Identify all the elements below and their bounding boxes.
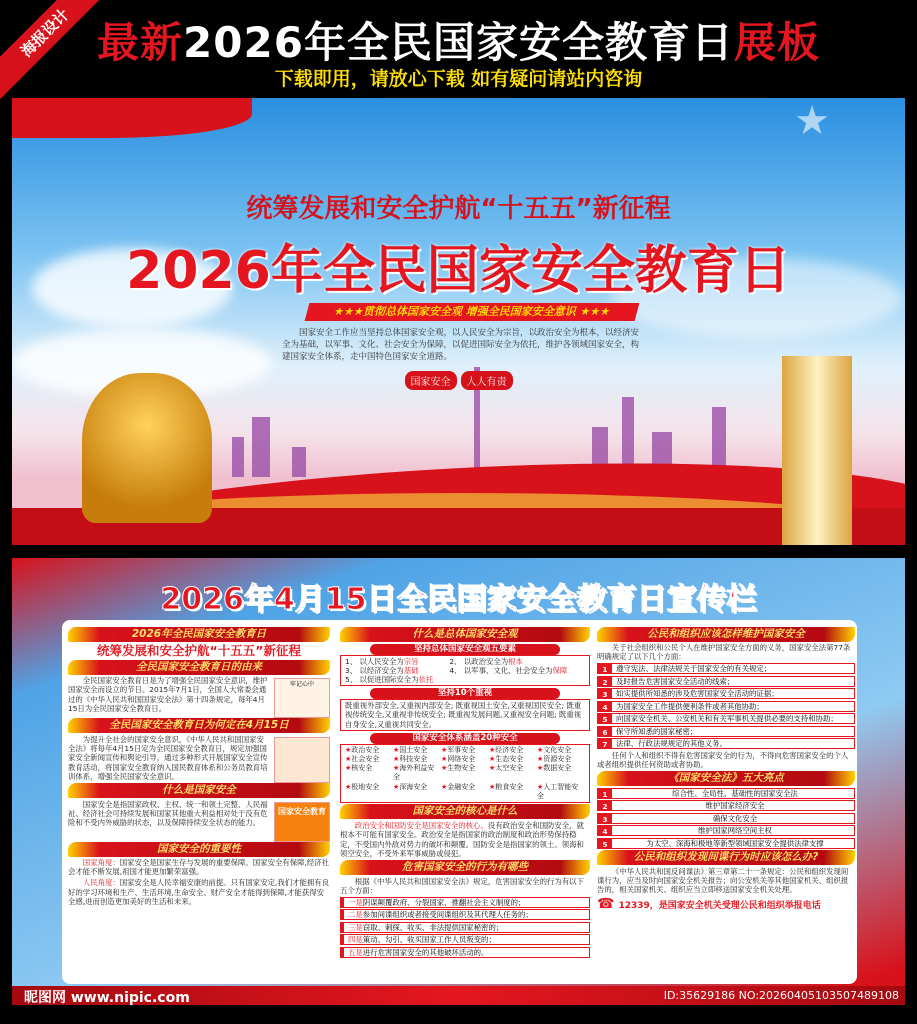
paragraph: 《中华人民共和国反间谍法》第三章第二十一条规定：公民和组织发现间谍行为，应当及时向国家安全机关报告；向公安机关等其他国家机关、组织报告的，相关国家机关、组织应当立即移送国家安全机关处理。 (597, 866, 849, 895)
duty-item: 5 向国家安全机关、公安机关和有关军事机关提供必要的支持和协助； (597, 713, 855, 724)
banner-pills (12, 370, 905, 390)
cartoon-image: 牢记心中 (274, 678, 330, 718)
section-heading: 国家安全的核心是什么 (340, 804, 590, 819)
corner-badge: 海报设计 (0, 0, 116, 104)
element-item: 2、 以政治安全为根本 (449, 656, 523, 666)
paragraph: 国家安全是指国家政权、主权、统一和领土完整、人民福祉、经济社会可持续发展和国家其他重大利益相对处于没有危险和不受内外威胁的状态，以及保障持续安全状态的能力。 (68, 799, 268, 828)
paragraph: 国家安全是人民幸福安康的前提。只有国家安定,我们才能拥有良好的学习环境和生产、生活环境,生命安全、财产安全才能得到保障,才能获得安全感,进而创造更加美好的生活和未来。 (68, 878, 330, 907)
paragraph: 为提升全社会的国家安全意识，《中华人民共和国国家安全法》将每年4月15日定为全民国家安全教育日，规定加强国家安全新闻宣传和舆论引导，通过多种形式开展国家安全宣传教育活动，将国家安全教育纳入国民教育体系和公务员教育培训体系，增强全民国家安全意识。 (68, 734, 268, 782)
section-heading: 全民国家安全教育日的由来 (68, 660, 330, 675)
security-type: ★ 太空安全 (489, 764, 537, 782)
section-heading: 2026年全民国家安全教育日 (68, 627, 330, 642)
security-type: ★ 军事安全 (441, 746, 489, 755)
banner-slogan: 统筹发展和安全护航“十五五”新征程 (246, 194, 671, 224)
banner-title: 2026年全民国家安全教育日 (126, 241, 791, 301)
duty-item: 7 法律、行政法规规定的其他义务。 (597, 738, 855, 749)
act-item: 二是 参加间谍组织或者接受间谍组织及其代理人任务的； (340, 909, 590, 920)
column-3 (597, 625, 855, 912)
highlight-item: 2 维护国家经济安全 (597, 800, 855, 811)
banner-ribbon: ★★★贯彻总体国家安全观 增强全民国家安全意识 ★★★ (305, 303, 640, 321)
top-title (0, 10, 917, 70)
sub-heading: 坚持10个重视 (370, 688, 560, 699)
security-type: ★ 网络安全 (441, 755, 489, 764)
security-type: ★ 国土安全 (393, 746, 441, 755)
highlight-item: 4 维护国家网络空间主权 (597, 825, 855, 836)
title-main: 2026年全民国家安全教育日 (183, 18, 734, 67)
paragraph: 全民国家安全教育日是为了增强全民国家安全意识，维护国家安全而设立的节日。2015年7月1日，全国人大常委会通过的《中华人民共和国国家安全法》第十四条规定，每年4月15日为全民国家安全教育日。 (68, 676, 268, 714)
security-type: ★ 社会安全 (345, 755, 393, 764)
label: 国家角度： (82, 858, 120, 868)
image-id: ID:35629186 NO:20260405103507489108 (663, 989, 899, 1002)
security-type: ★ 深海安全 (393, 783, 441, 801)
flag-decoration (12, 98, 252, 138)
highlight-item: 5 为太空、深海和极地等新型领域国家安全提供法律支撑 (597, 838, 855, 849)
security-type: ★ 海外利益安全 (393, 764, 441, 782)
label: 人民角度： (82, 878, 120, 888)
security-type: ★ 数据安全 (537, 764, 585, 782)
column-1 (68, 625, 330, 908)
act-item: 四是 策动、勾引、收买国家工作人员叛变的； (340, 934, 590, 945)
section-heading: 公民和组织发现间谍行为时应该怎么办? (597, 850, 855, 865)
banner-top (12, 98, 905, 545)
security-type: ★ 粮食安全 (489, 783, 537, 801)
hotline: 12339，是国家安全机关受理公民和组织举报电话 (618, 900, 821, 911)
section-heading: 国家安全的重要性 (68, 842, 330, 857)
column-2 (340, 625, 590, 959)
security-type: ★ 科技安全 (393, 755, 441, 764)
watermark: 昵图网 www.nipic.com (24, 990, 190, 1006)
security-type: ★ 政治安全 (345, 746, 393, 755)
paragraph: 根据《中华人民共和国国家安全法》规定，危害国家安全的行为有以下五个方面： (340, 876, 584, 895)
act-item: 三是 窃取、刺探、收买、非法提供国家秘密的； (340, 922, 590, 933)
education-image: 国家安全教育 (274, 802, 330, 842)
security-type: ★ 金融安全 (441, 783, 489, 801)
section-heading: 全民国家安全教育日为何定在4月15日 (68, 718, 330, 733)
security-type: ★ 文化安全 (537, 746, 585, 755)
element-item: 4、 以军事、文化、社会安全为保障 (449, 665, 568, 675)
security-type: ★ 核安全 (345, 764, 393, 782)
section-heading: 危害国家安全的行为有哪些 (340, 860, 590, 875)
duty-item: 4 为国家安全工作提供便利条件或者其他协助； (597, 701, 855, 712)
section-heading: 什么是国家安全 (68, 783, 330, 798)
highlight-item: 3 确保文化安全 (597, 813, 855, 824)
sub-heading: 国家安全体系涵盖20种安全 (370, 733, 560, 744)
pill: 人人有责 (461, 371, 513, 390)
element-item: 1、 以人民安全为宗旨 (345, 656, 419, 666)
twenty-security-list (340, 744, 590, 803)
paragraph: 没有政治安全和国防安全，就根本不可能有国家安全。政治安全是指国家的政治制度和政治形势保持稳定，不受国内外敌对势力的破坏和颠覆。国防安全是指国家的领土、领海和领空安全，不受外来军事威胁或侵犯。 (340, 820, 584, 859)
duty-item: 2 及时报告危害国家安全活动的线索； (597, 676, 855, 687)
stone-lion-image (82, 373, 212, 523)
duty-item: 3 如实提供所知悉的涉及危害国家安全活动的证据； (597, 688, 855, 699)
duty-item: 6 保守所知悉的国家秘密； (597, 726, 855, 737)
title-prefix: 最新 (97, 18, 184, 67)
element-item: 5、 以促进国际安全为依托 (345, 674, 434, 684)
top-subtitle: 下载即用，请放心下载 如有疑问请站内咨询 (274, 68, 643, 90)
element-item: 3、 以经济安全为基础 (345, 665, 419, 675)
emblem-star-icon: ★ (794, 98, 830, 144)
highlight-item: 1 综合性、全局性、基础性的国家安全法 (597, 788, 855, 799)
banner-intro: 国家安全工作应当坚持总体国家安全观，以人民安全为宗旨，以政治安全为根本，以经济安全为基础，以军事、文化、社会安全为保障，以促进国际安全为依托，维护各领域国家安全，构建国家安全体系，走中国特色国家安全道路。 (282, 328, 640, 362)
security-type: ★ 资源安全 (537, 755, 585, 764)
paragraph: 国家安全是国家生存与发展的重要保障。国家安全有保障,经济社会才能不断发展,祖国才能更加繁荣富强。 (68, 858, 330, 877)
column-slogan: 统筹发展和安全护航“十五五”新征程 (97, 643, 301, 658)
act-item: 一是 阴谋颠覆政府、分裂国家、推翻社会主义制度的； (340, 897, 590, 908)
paragraph: 关于社会组织和公民个人在维护国家安全方面的义务，国家安全法第77条明确规定了以下几个方面： (597, 643, 851, 662)
section-heading: 公民和组织应该怎样维护国家安全 (597, 627, 855, 642)
section-heading: 什么是总体国家安全观 (340, 627, 590, 642)
act-item: 五是 进行危害国家安全的其他破坏活动的。 (340, 947, 590, 958)
title-suffix: 展板 (733, 18, 820, 67)
ten-emphases: 既重视外部安全,又重视内部安全; 既重视国土安全,又重视国民安全; 既重视传统安全,又重视非传统安全; 既重视发展问题,又重视安全问题; 既重视自身安全,又重视共同安全。 (340, 699, 590, 731)
section-heading: 《国家安全法》五大亮点 (597, 771, 855, 786)
paragraph: 任何个人和组织不得有危害国家安全的行为，不得向危害国家安全的个人或者组织提供任何资助或者协助。 (597, 750, 849, 770)
sub-heading: 坚持总体国家安全观五要素 (370, 644, 560, 655)
pill: 国家安全 (405, 371, 457, 390)
duty-item: 1 遵守宪法、法律法规关于国家安全的有关规定； (597, 663, 855, 674)
security-type: ★ 经济安全 (489, 746, 537, 755)
highlight: 政治安全和国防安全是国家安全的核心。 (354, 820, 488, 830)
security-type: ★ 极地安全 (345, 783, 393, 801)
teacher-cartoon-image (274, 737, 330, 783)
five-elements (340, 655, 590, 687)
security-type: ★ 人工智能安全 (537, 783, 585, 801)
security-type: ★ 生物安全 (441, 764, 489, 782)
security-type: ★ 生态安全 (489, 755, 537, 764)
phone-icon: ☎ (597, 895, 615, 912)
board-title: 2026年4月15日全民国家安全教育日宣传栏 (160, 582, 757, 617)
